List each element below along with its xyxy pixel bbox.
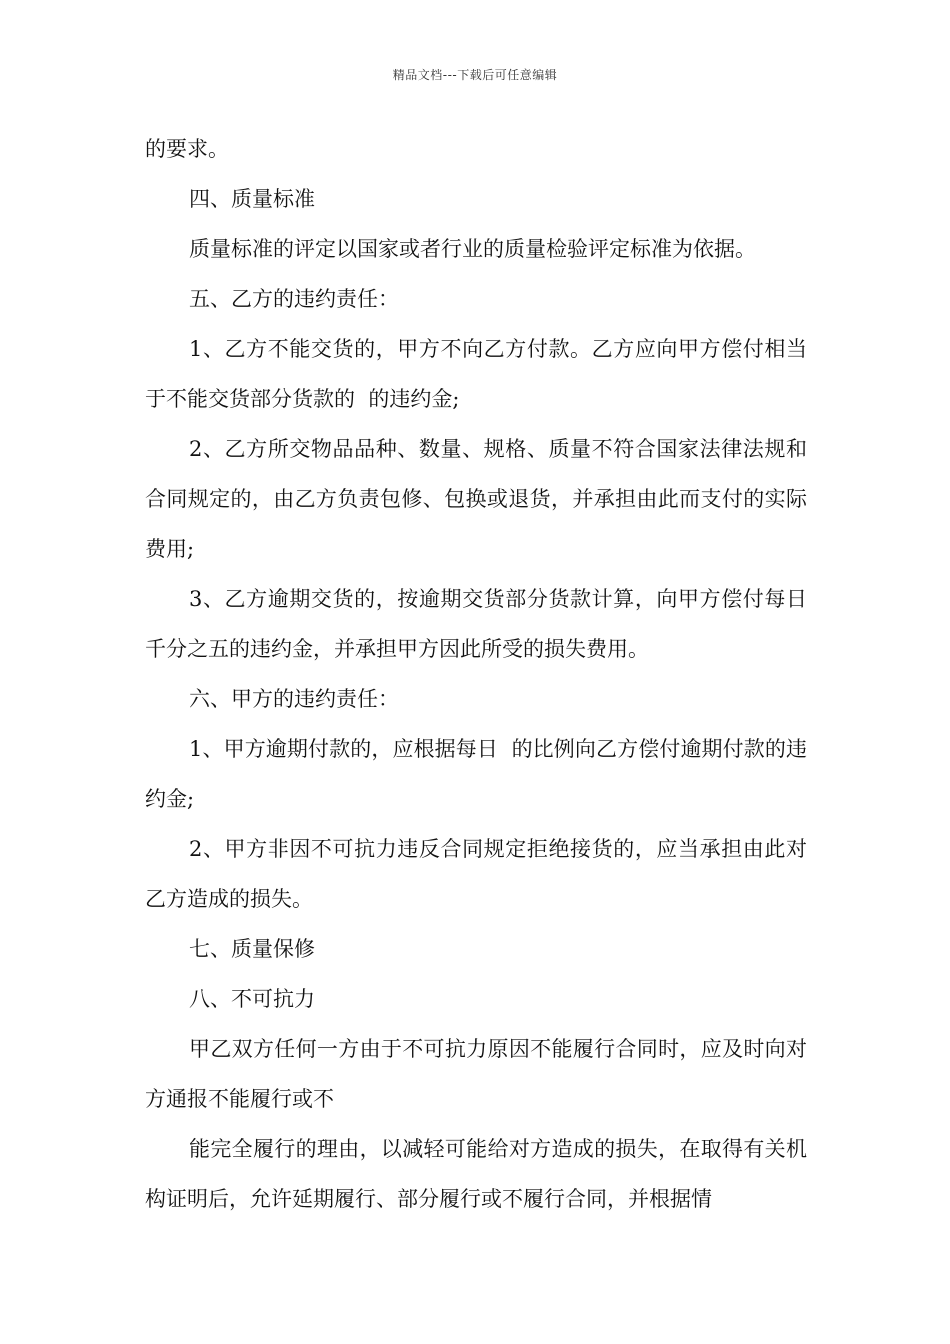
heading-party-b-liability: 五、乙方的违约责任： (189, 287, 399, 311)
page-header: 精品文档---下载后可任意编辑 (392, 68, 558, 82)
paragraph-quality-standard: 质量标准的评定以国家或者行业的质量检验评定标准为依据。 (189, 237, 756, 261)
paragraph-party-b-clause-1: 1、乙方不能交货的，甲方不向乙方付款。乙方应向甲方偿付相当于不能交货部分货款的 的违约金; (145, 337, 807, 411)
heading-force-majeure: 八、不可抗力 (189, 987, 315, 1011)
paragraph-force-majeure-2: 能完全履行的理由，以减轻可能给对方造成的损失，在取得有关机构证明后，允许延期履行、部分履行或不履行合同，并根据情 (145, 1137, 807, 1211)
paragraph-force-majeure-1: 甲乙双方任何一方由于不可抗力原因不能履行合同时，应及时向对方通报不能履行或不 (145, 1037, 807, 1111)
document-body (145, 124, 807, 1224)
paragraph-requirement-end: 的要求。 (145, 137, 229, 161)
heading-quality-warranty: 七、质量保修 (189, 937, 315, 961)
heading-quality-standard: 四、质量标准 (189, 187, 315, 211)
heading-party-a-liability: 六、甲方的违约责任： (189, 687, 399, 711)
paragraph-party-a-clause-1: 1、甲方逾期付款的，应根据每日 的比例向乙方偿付逾期付款的违约金; (145, 737, 807, 811)
paragraph-party-b-clause-2: 2、乙方所交物品品种、数量、规格、质量不符合国家法律法规和合同规定的，由乙方负责包修、包换或退货，并承担由此而支付的实际费用; (145, 437, 807, 561)
paragraph-party-a-clause-2: 2、甲方非因不可抗力违反合同规定拒绝接货的，应当承担由此对乙方造成的损失。 (145, 837, 807, 911)
paragraph-party-b-clause-3: 3、乙方逾期交货的，按逾期交货部分货款计算，向甲方偿付每日千分之五的违约金，并承担甲方因此所受的损失费用。 (145, 587, 807, 661)
